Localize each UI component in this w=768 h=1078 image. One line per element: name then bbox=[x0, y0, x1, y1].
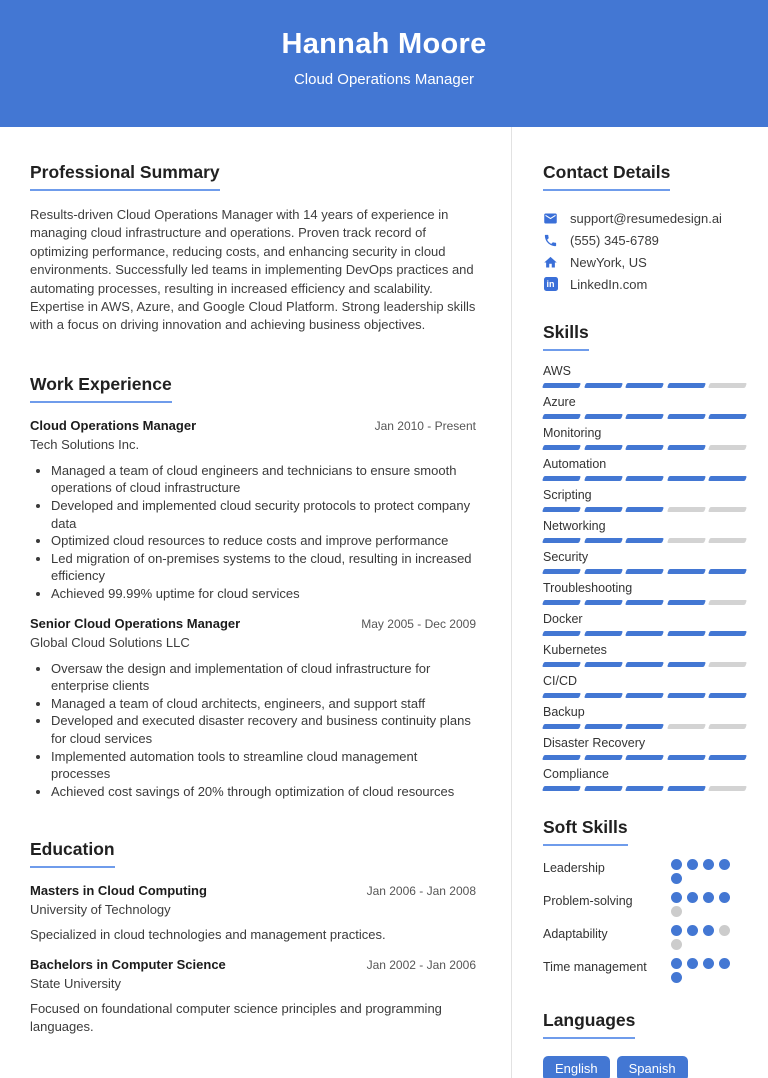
skill-row bbox=[543, 767, 746, 791]
skill-bar-segment-empty bbox=[708, 662, 746, 667]
skill-bar-segment-filled bbox=[625, 662, 663, 667]
skill-bar-segment-filled bbox=[625, 538, 663, 543]
contact-list bbox=[543, 207, 746, 295]
degree-title: Bachelors in Computer Science bbox=[30, 956, 226, 972]
phone-icon bbox=[543, 233, 558, 248]
skill-bar-segment-empty bbox=[667, 724, 705, 729]
skill-row bbox=[543, 395, 746, 419]
soft-skill-dot-filled bbox=[703, 958, 714, 969]
soft-skill-name: Adaptability bbox=[543, 927, 608, 941]
skill-row bbox=[543, 581, 746, 605]
skills-heading: Skills bbox=[543, 322, 589, 351]
soft-skill-row bbox=[543, 958, 746, 983]
skill-row bbox=[543, 519, 746, 543]
skill-bar-segment-filled bbox=[584, 631, 622, 636]
soft-skill-dot-filled bbox=[687, 892, 698, 903]
contact-email-text: support@resumedesign.ai bbox=[570, 210, 722, 226]
education-entry bbox=[30, 956, 476, 1035]
skill-row bbox=[543, 612, 746, 636]
soft-skill-dot-empty bbox=[671, 906, 682, 917]
candidate-name: Hannah Moore bbox=[281, 28, 487, 60]
header-banner bbox=[0, 0, 768, 127]
skill-bar bbox=[543, 693, 746, 698]
skill-name: Docker bbox=[543, 612, 583, 626]
skill-row bbox=[543, 736, 746, 760]
skill-bar-segment-filled bbox=[667, 383, 705, 388]
contact-linkedin-text: LinkedIn.com bbox=[570, 276, 648, 292]
skill-bar bbox=[543, 631, 746, 636]
skill-bar bbox=[543, 724, 746, 729]
contact-phone-text: (555) 345-6789 bbox=[570, 232, 659, 248]
language-pill[interactable]: English bbox=[543, 1056, 610, 1078]
skill-bar-segment-filled bbox=[667, 755, 705, 760]
skill-row bbox=[543, 674, 746, 698]
languages-heading: Languages bbox=[543, 1010, 635, 1039]
soft-skill-dots bbox=[671, 892, 735, 917]
skill-bar-segment-filled bbox=[667, 693, 705, 698]
skill-bar-segment-filled bbox=[584, 786, 622, 791]
skill-row bbox=[543, 705, 746, 729]
soft-skill-name: Problem-solving bbox=[543, 894, 633, 908]
skill-bar-segment-filled bbox=[542, 569, 580, 574]
degree-title: Masters in Cloud Computing bbox=[30, 883, 207, 899]
skill-bar-segment-filled bbox=[625, 755, 663, 760]
soft-skill-dot-empty bbox=[719, 925, 730, 936]
skill-bar-segment-filled bbox=[542, 724, 580, 729]
skill-name: Disaster Recovery bbox=[543, 736, 646, 750]
section-education bbox=[30, 839, 476, 1035]
soft-skill-row bbox=[543, 892, 746, 917]
skill-bar-segment-filled bbox=[584, 445, 622, 450]
skill-bar-segment-filled bbox=[542, 538, 580, 543]
skill-bar-segment-filled bbox=[625, 507, 663, 512]
skill-bar bbox=[543, 600, 746, 605]
degree-description: Focused on foundational computer science principles and programming languages. bbox=[30, 1000, 442, 1034]
skill-bar-segment-filled bbox=[625, 724, 663, 729]
skill-bar-segment-filled bbox=[625, 476, 663, 481]
job-bullet: • Led migration of on-premises systems to the cloud, resulting in increased efficiency bbox=[51, 550, 476, 585]
skill-bar-segment-filled bbox=[584, 476, 622, 481]
soft-skills-heading: Soft Skills bbox=[543, 817, 628, 846]
skill-bar bbox=[543, 445, 746, 450]
skill-bar bbox=[543, 786, 746, 791]
soft-skill-dot-filled bbox=[687, 859, 698, 870]
skill-row bbox=[543, 426, 746, 450]
skill-bar-segment-filled bbox=[584, 755, 622, 760]
skills-list bbox=[543, 364, 746, 791]
skill-bar-segment-filled bbox=[625, 569, 663, 574]
contact-location-text: NewYork, US bbox=[570, 254, 647, 270]
soft-skill-row bbox=[543, 925, 746, 950]
education-entry bbox=[30, 882, 476, 944]
soft-skill-row bbox=[543, 859, 746, 884]
soft-skill-dot-filled bbox=[687, 958, 698, 969]
job-bullet: • Developed and executed disaster recovery and business continuity plans for cloud services bbox=[51, 712, 476, 747]
soft-skill-dot-filled bbox=[671, 873, 682, 884]
candidate-title: Cloud Operations Manager bbox=[293, 70, 475, 88]
skill-bar bbox=[543, 662, 746, 667]
main-column bbox=[30, 127, 476, 1078]
skill-name: Automation bbox=[543, 457, 607, 471]
skill-bar-segment-empty bbox=[708, 538, 746, 543]
soft-skill-dots bbox=[671, 958, 735, 983]
skill-row bbox=[543, 488, 746, 512]
skill-bar-segment-empty bbox=[708, 507, 746, 512]
skill-row bbox=[543, 643, 746, 667]
skill-row bbox=[543, 364, 746, 388]
skill-bar-segment-filled bbox=[667, 631, 705, 636]
skill-bar-segment-filled bbox=[625, 445, 663, 450]
skill-bar bbox=[543, 414, 746, 419]
skill-bar-segment-filled bbox=[708, 755, 746, 760]
skill-bar-segment-filled bbox=[542, 445, 580, 450]
skill-bar-segment-filled bbox=[584, 383, 622, 388]
soft-skill-dot-filled bbox=[703, 892, 714, 903]
soft-skill-dot-filled bbox=[671, 925, 682, 936]
contact-location-row bbox=[543, 251, 746, 273]
skill-bar-segment-filled bbox=[584, 693, 622, 698]
soft-skill-dot-filled bbox=[687, 925, 698, 936]
skill-bar-segment-filled bbox=[542, 383, 580, 388]
soft-skill-dot-filled bbox=[719, 958, 730, 969]
skill-bar bbox=[543, 507, 746, 512]
job-title: Cloud Operations Manager bbox=[30, 417, 197, 433]
skill-name: Kubernetes bbox=[543, 643, 607, 657]
job-dates: Jan 2010 - Present bbox=[374, 418, 476, 433]
skill-bar bbox=[543, 755, 746, 760]
skill-bar-segment-filled bbox=[584, 538, 622, 543]
skill-bar-segment-empty bbox=[708, 445, 746, 450]
section-contact-details bbox=[543, 127, 746, 295]
skill-bar-segment-filled bbox=[667, 445, 705, 450]
job-bullet-list bbox=[30, 660, 476, 801]
skill-bar-segment-empty bbox=[708, 724, 746, 729]
job-bullet: • Managed a team of cloud engineers and technicians to ensure smooth operations of cloud infrastructure bbox=[51, 462, 476, 497]
skill-bar-segment-filled bbox=[667, 569, 705, 574]
degree-dates: Jan 2002 - Jan 2006 bbox=[366, 957, 476, 972]
skill-name: Azure bbox=[543, 395, 576, 409]
language-pill-list bbox=[543, 1056, 746, 1078]
skill-bar-segment-filled bbox=[625, 414, 663, 419]
linkedin-icon: in bbox=[543, 277, 558, 292]
skill-bar-segment-filled bbox=[542, 600, 580, 605]
soft-skill-dot-filled bbox=[703, 925, 714, 936]
section-skills bbox=[543, 322, 746, 791]
contact-heading: Contact Details bbox=[543, 162, 670, 191]
skill-name: Backup bbox=[543, 705, 585, 719]
skill-bar-segment-filled bbox=[667, 414, 705, 419]
skill-name: Compliance bbox=[543, 767, 610, 781]
job-bullet: • Managed a team of cloud architects, engineers, and support staff bbox=[51, 695, 476, 713]
skill-bar-segment-filled bbox=[542, 631, 580, 636]
skill-bar-segment-filled bbox=[708, 693, 746, 698]
skill-bar bbox=[543, 383, 746, 388]
job-bullet: • Achieved cost savings of 20% through optimization of cloud resources bbox=[51, 783, 476, 801]
skill-name: Scripting bbox=[543, 488, 592, 502]
section-professional-summary bbox=[30, 127, 476, 335]
email-icon bbox=[543, 211, 558, 226]
contact-phone-row[interactable] bbox=[543, 229, 746, 251]
skill-bar-segment-filled bbox=[584, 724, 622, 729]
soft-skill-dot-filled bbox=[719, 892, 730, 903]
skill-name: CI/CD bbox=[543, 674, 578, 688]
job-bullet: • Achieved 99.99% uptime for cloud services bbox=[51, 585, 476, 603]
skill-bar bbox=[543, 476, 746, 481]
soft-skill-dots bbox=[671, 859, 735, 884]
skill-bar-segment-filled bbox=[584, 600, 622, 605]
skill-bar bbox=[543, 569, 746, 574]
job-entry bbox=[30, 417, 476, 603]
skill-bar-segment-filled bbox=[584, 414, 622, 419]
soft-skill-dot-filled bbox=[671, 958, 682, 969]
soft-skill-dot-filled bbox=[671, 859, 682, 870]
skill-bar-segment-filled bbox=[667, 786, 705, 791]
contact-email-row[interactable] bbox=[543, 207, 746, 229]
job-bullet: • Oversaw the design and implementation of cloud infrastructure for enterprise clients bbox=[51, 660, 476, 695]
job-entry bbox=[30, 615, 476, 801]
experience-heading: Work Experience bbox=[30, 374, 172, 403]
skill-bar-segment-filled bbox=[542, 693, 580, 698]
skill-name: Monitoring bbox=[543, 426, 602, 440]
section-work-experience bbox=[30, 374, 476, 801]
job-dates: May 2005 - Dec 2009 bbox=[361, 616, 476, 631]
skill-bar-segment-filled bbox=[625, 600, 663, 605]
job-company: Tech Solutions Inc. bbox=[30, 436, 140, 452]
skill-name: Troubleshooting bbox=[543, 581, 633, 595]
skill-bar-segment-empty bbox=[667, 507, 705, 512]
job-bullet: • Developed and implemented cloud security protocols to protect company data bbox=[51, 497, 476, 532]
skill-bar-segment-filled bbox=[625, 631, 663, 636]
language-pill[interactable]: Spanish bbox=[617, 1056, 688, 1078]
skill-name: AWS bbox=[543, 364, 572, 378]
soft-skills-list bbox=[543, 859, 746, 983]
column-divider bbox=[511, 127, 512, 1078]
skill-bar-segment-filled bbox=[667, 662, 705, 667]
skill-bar-segment-empty bbox=[708, 786, 746, 791]
home-icon bbox=[543, 255, 558, 270]
contact-linkedin-row[interactable] bbox=[543, 273, 746, 295]
skill-bar-segment-filled bbox=[542, 507, 580, 512]
section-soft-skills bbox=[543, 817, 746, 983]
skill-bar-segment-filled bbox=[625, 786, 663, 791]
degree-dates: Jan 2006 - Jan 2008 bbox=[366, 884, 476, 899]
soft-skill-dot-filled bbox=[671, 892, 682, 903]
sidebar-column bbox=[543, 127, 746, 1078]
skill-bar-segment-filled bbox=[584, 662, 622, 667]
skill-name: Security bbox=[543, 550, 589, 564]
soft-skill-name: Time management bbox=[543, 960, 647, 974]
skill-bar-segment-filled bbox=[708, 414, 746, 419]
skill-bar-segment-filled bbox=[584, 507, 622, 512]
skill-bar-segment-filled bbox=[625, 693, 663, 698]
skill-bar-segment-empty bbox=[708, 383, 746, 388]
skill-row bbox=[543, 457, 746, 481]
job-company: Global Cloud Solutions LLC bbox=[30, 634, 190, 650]
skill-bar-segment-filled bbox=[542, 662, 580, 667]
summary-text: Results-driven Cloud Operations Manager with 14 years of experience in managing cloud infrastructure and operations. Proven track record of optimizing performance, reducing costs, and enhancing security in cloud environments. Successfully led teams in implementing DevOps practices and automating processes, resulting in increased efficiency and scalability. Expertise in AWS, Azure, and Google Cloud Platform. Strong leadership skills with a focus on driving innovation and achieving business objectives. bbox=[30, 207, 476, 333]
skill-row bbox=[543, 550, 746, 574]
soft-skill-dot-empty bbox=[671, 939, 682, 950]
soft-skill-dots bbox=[671, 925, 735, 950]
skill-bar-segment-filled bbox=[625, 383, 663, 388]
skill-bar-segment-filled bbox=[542, 476, 580, 481]
skill-bar bbox=[543, 538, 746, 543]
degree-description: Specialized in cloud technologies and management practices. bbox=[30, 927, 386, 943]
soft-skill-dot-filled bbox=[703, 859, 714, 870]
skill-bar-segment-empty bbox=[708, 600, 746, 605]
job-bullet-list bbox=[30, 462, 476, 603]
skill-bar-segment-filled bbox=[708, 476, 746, 481]
skill-bar-segment-filled bbox=[667, 476, 705, 481]
skill-bar-segment-filled bbox=[542, 414, 580, 419]
summary-heading: Professional Summary bbox=[30, 162, 220, 191]
education-heading: Education bbox=[30, 839, 115, 868]
skill-bar-segment-empty bbox=[667, 538, 705, 543]
skill-bar-segment-filled bbox=[542, 786, 580, 791]
job-bullet: • Optimized cloud resources to reduce costs and improve performance bbox=[51, 532, 476, 550]
soft-skill-dot-filled bbox=[671, 972, 682, 983]
skill-bar-segment-filled bbox=[667, 600, 705, 605]
skill-bar-segment-filled bbox=[584, 569, 622, 574]
skill-bar-segment-filled bbox=[708, 569, 746, 574]
soft-skill-dot-filled bbox=[719, 859, 730, 870]
job-title: Senior Cloud Operations Manager bbox=[30, 615, 241, 631]
skill-bar-segment-filled bbox=[708, 631, 746, 636]
school-name: State University bbox=[30, 975, 122, 991]
job-bullet: • Implemented automation tools to streamline cloud management processes bbox=[51, 748, 476, 783]
school-name: University of Technology bbox=[30, 902, 171, 918]
section-languages bbox=[543, 1010, 746, 1078]
skill-bar-segment-filled bbox=[542, 755, 580, 760]
skill-name: Networking bbox=[543, 519, 606, 533]
soft-skill-name: Leadership bbox=[543, 861, 605, 875]
